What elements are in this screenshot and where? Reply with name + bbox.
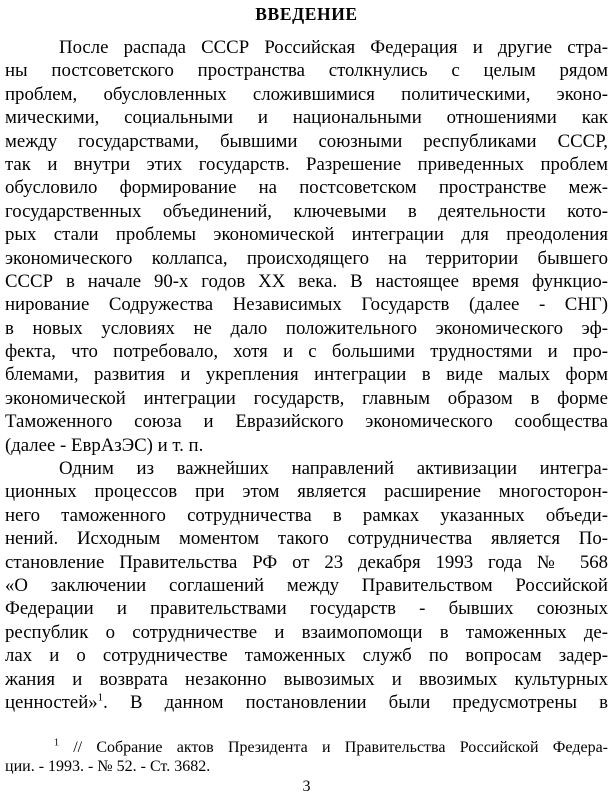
paragraph-2-line: становление Правительства РФ от 23 декабря 1993 года № 568	[5, 551, 608, 573]
paragraph-2-line: лах и о сотрудничестве таможенных служб по вопросам задер-	[5, 645, 608, 667]
paragraph-1-line: экономического коллапса, происходящего на территории бывшего	[5, 247, 608, 269]
footnote-line	[5, 738, 608, 757]
paragraph-2-line: жания и возврата незаконно вывозимых и ввозимых культурных	[5, 668, 608, 690]
paragraph-1-line: государственных объединений, ключевыми в деятельности кото-	[5, 200, 608, 222]
paragraph-1-line: СССР в начале 90-х годов XX века. В настоящее время функцио-	[5, 270, 608, 292]
page-title: ВВЕДЕНИЕ	[255, 4, 358, 24]
paragraph-1-line: фекта, что потребовало, хотя и с большими трудностями и про-	[5, 341, 608, 363]
footnote	[5, 738, 608, 776]
paragraph-2-last-continuation: . В данном постановлении были предусмотрены в	[103, 691, 608, 713]
paragraph-2-line: республик о сотрудничестве и взаимопомощи в таможенных де-	[5, 621, 608, 643]
footnote-mark: 1	[54, 737, 59, 749]
body-text	[5, 36, 608, 714]
footnote-reference: 1	[97, 691, 104, 704]
paragraph-2-line: него таможенного сотрудничества в рамках указанных объеди-	[5, 504, 608, 526]
paragraph-1-line: Таможенного союза и Евразийского экономического сообщества	[5, 411, 608, 433]
paragraph-2-line: «О заключении соглашений между Правительством Российской	[5, 574, 608, 596]
footnote-text-line-1: // Собрание актов Президента и Правительства Российской Федера-	[59, 739, 608, 756]
paragraph-1-line: обусловило формирование на постсоветском пространстве меж-	[5, 177, 608, 199]
paragraph-2-line-with-reference	[5, 691, 608, 714]
paragraph-1-line: блемами, развития и укрепления интеграции в виде малых форм	[5, 364, 608, 386]
paragraph-1-line: проблем, обусловленных сложившимися политическими, эконо-	[5, 83, 608, 105]
paragraph-1-line: экономической интеграции государств, главным образом в форме	[5, 387, 608, 409]
paragraph-1-line: нирование Содружества Независимых Государств (далее - СНГ)	[5, 294, 608, 316]
paragraph-1-line: ны постсоветского пространства столкнулись с целым рядом	[5, 60, 608, 82]
paragraph-2-line: нений. Исходным моментом такого сотрудничества является По-	[5, 528, 608, 550]
paragraph-1-line: мическими, социальными и национальными отношениями как	[5, 107, 608, 129]
paragraph-1-line: так и внутри этих государств. Разрешение приведенных проблем	[5, 153, 608, 175]
paragraph-2-line: Федерации и правительствами государств - бывших союзных	[5, 598, 608, 620]
paragraph-2-last-text: ценностей»	[5, 691, 98, 713]
page-number: 3	[302, 778, 311, 795]
paragraph-1-line: рых стали проблемы экономической интеграции для преодоления	[5, 224, 608, 246]
paragraph-1-line: (далее - ЕврАзЭС) и т. п.	[5, 434, 204, 456]
paragraph-1-line: в новых условиях не дало положительного экономического эф-	[5, 317, 608, 339]
paragraph-2-line: Одним из важнейших направлений активизации интегра-	[59, 458, 608, 480]
paragraph-1-line: После распада СССР Российская Федерация и другие стра-	[59, 37, 608, 58]
footnote-text-line-2: ции. - 1993. - № 52. - Ст. 3682.	[5, 758, 211, 775]
paragraph-1-line: между государствами, бывшими союзными республиками СССР,	[5, 130, 608, 152]
paragraph-2-line: ционных процессов при этом является расширение многосторон-	[5, 481, 608, 503]
